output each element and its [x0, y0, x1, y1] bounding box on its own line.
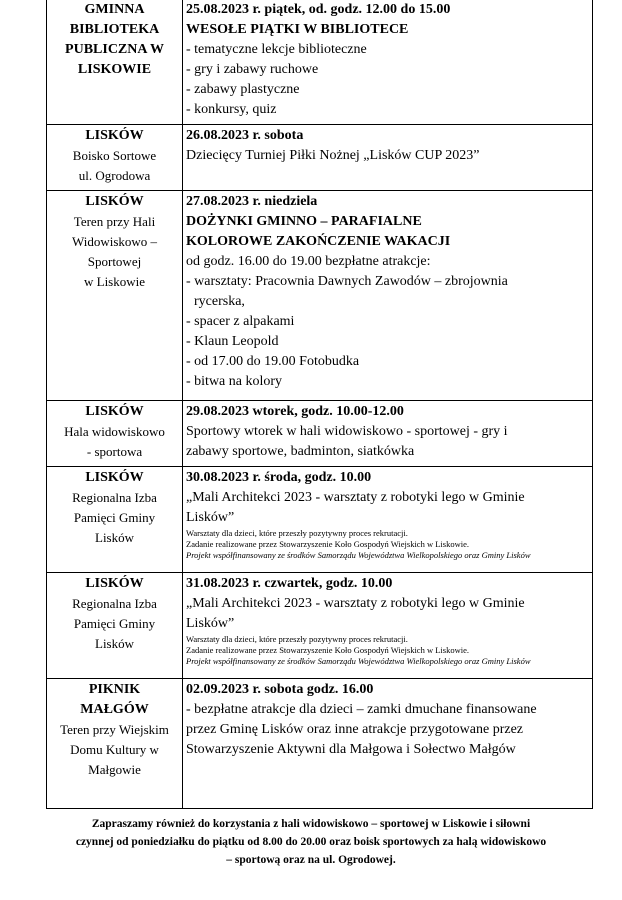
location-description: Hala widowiskowo: [64, 424, 165, 439]
location-description: Pamięci Gminy: [73, 616, 156, 631]
event-detail-line: Zadanie realizowane przez Stowarzyszenie Koło Gospodyń Wiejskich w Liskowie.: [186, 539, 469, 549]
location-description: Sportowej: [87, 254, 142, 269]
location-name: PUBLICZNA W: [65, 42, 164, 57]
schedule-row: [47, 125, 593, 191]
event-heading: 31.08.2023 r. czwartek, godz. 10.00: [186, 576, 393, 591]
location-name: GMINNA: [84, 2, 145, 17]
location-name: LISKÓW: [85, 470, 144, 485]
event-detail-line: Dziecięcy Turniej Piłki Nożnej „Lisków CUP 2023”: [186, 148, 480, 163]
location-name: PIKNIK: [88, 682, 141, 697]
location-description: - sportowa: [86, 444, 143, 459]
event-details-cell: [183, 125, 593, 191]
schedule-row: [47, 401, 593, 467]
event-heading: 27.08.2023 r. niedziela: [186, 194, 318, 209]
location-cell: [47, 125, 183, 191]
event-heading: 26.08.2023 r. sobota: [186, 128, 304, 143]
event-detail-line: - warsztaty: Pracownia Dawnych Zawodów – zbrojownia: [186, 274, 508, 289]
event-heading: 25.08.2023 r. piątek, od. godz. 12.00 do 15.00: [186, 2, 451, 17]
event-heading: KOLOROWE ZAKOŃCZENIE WAKACJI: [186, 234, 451, 249]
event-heading: WESOŁE PIĄTKI W BIBLIOTECE: [186, 22, 409, 37]
location-description: ul. Ogrodowa: [78, 168, 151, 183]
location-description: Lisków: [95, 636, 134, 651]
location-description: Widowiskowo –: [71, 234, 158, 249]
event-detail-line: - spacer z alpakami: [186, 314, 295, 329]
event-heading: 30.08.2023 r. środa, godz. 10.00: [186, 470, 372, 485]
event-detail-line: Stowarzyszenie Aktywni dla Małgowa i Sołectwo Małgów: [186, 742, 516, 757]
event-detail-line: Warsztaty dla dzieci, które przeszły pozytywny proces rekrutacji.: [186, 528, 408, 538]
event-details-cell: [183, 191, 593, 401]
event-detail-line: „Mali Architekci 2023 - warsztaty z robotyki lego w Gminie: [186, 596, 525, 611]
location-description: Pamięci Gminy: [73, 510, 156, 525]
event-detail-line: Lisków”: [186, 510, 235, 525]
event-detail-line: Lisków”: [186, 616, 235, 631]
event-detail-line: - bezpłatne atrakcje dla dzieci – zamki dmuchane finansowane: [186, 702, 537, 717]
schedule-row: [47, 191, 593, 401]
event-schedule-table: [46, 0, 593, 809]
location-name: LISKÓW: [85, 404, 144, 419]
location-cell: [47, 467, 183, 573]
location-description: Domu Kultury w: [70, 742, 159, 757]
location-name: LISKÓW: [85, 576, 144, 591]
location-name: LISKOWIE: [77, 62, 152, 77]
event-detail-line: Zadanie realizowane przez Stowarzyszenie Koło Gospodyń Wiejskich w Liskowie.: [186, 645, 469, 655]
event-detail-line: - od 17.00 do 19.00 Fotobudka: [186, 354, 360, 369]
event-details-cell: [183, 573, 593, 679]
event-detail-line: - konkursy, quiz: [186, 102, 277, 117]
location-description: Boisko Sortowe: [72, 148, 157, 163]
event-details-cell: [183, 0, 593, 125]
event-detail-line: Projekt współfinansowany ze środków Samorządu Województwa Wielkopolskiego oraz Gminy Lisków: [186, 656, 531, 666]
location-name: LISKÓW: [85, 128, 144, 143]
event-heading: DOŻYNKI GMINNO – PARAFIALNE: [186, 214, 422, 229]
schedule-row: [47, 467, 593, 573]
event-detail-line: zabawy sportowe, badminton, siatkówka: [186, 444, 415, 459]
location-description: Teren przy Wiejskim: [60, 722, 169, 737]
location-description: w Liskowie: [83, 274, 146, 289]
event-detail-line: - bitwa na kolory: [186, 374, 283, 389]
event-details-cell: [183, 401, 593, 467]
footer-note: [56, 815, 566, 869]
location-cell: [47, 0, 183, 125]
event-detail-line: - zabawy plastyczne: [186, 82, 300, 97]
location-name: BIBLIOTEKA: [69, 22, 160, 37]
location-cell: [47, 679, 183, 809]
footer-line: Zapraszamy również do korzystania z hali widowiskowo – sportowej w Liskowie i siłowni: [91, 818, 531, 830]
location-description: Lisków: [95, 530, 134, 545]
schedule-row: [47, 573, 593, 679]
location-description: Teren przy Hali: [73, 214, 156, 229]
event-detail-line: - gry i zabawy ruchowe: [186, 62, 319, 77]
location-name: LISKÓW: [85, 194, 144, 209]
event-detail-line: Warsztaty dla dzieci, które przeszły pozytywny proces rekrutacji.: [186, 634, 408, 644]
event-detail-line: przez Gminę Lisków oraz inne atrakcje przygotowane przez: [186, 722, 524, 737]
location-cell: [47, 573, 183, 679]
event-details-cell: [183, 467, 593, 573]
event-detail-line: „Mali Architekci 2023 - warsztaty z robotyki lego w Gminie: [186, 490, 525, 505]
location-description: Małgowie: [88, 762, 141, 777]
location-description: Regionalna Izba: [72, 490, 157, 505]
location-cell: [47, 401, 183, 467]
location-cell: [47, 191, 183, 401]
footer-line: – sportową oraz na ul. Ogrodowej.: [226, 854, 396, 866]
location-description: Regionalna Izba: [72, 596, 157, 611]
event-detail-line: Sportowy wtorek w hali widowiskowo - sportowej - gry i: [186, 424, 508, 439]
location-name: MAŁGÓW: [80, 702, 149, 717]
event-details-cell: [183, 679, 593, 809]
event-heading: 29.08.2023 wtorek, godz. 10.00-12.00: [186, 404, 404, 419]
event-detail-line: Projekt współfinansowany ze środków Samorządu Województwa Wielkopolskiego oraz Gminy Lisków: [186, 550, 531, 560]
footer-line: czynnej od poniedziałku do piątku od 8.00 do 20.00 oraz boisk sportowych za halą widowiskowo: [75, 836, 547, 848]
event-detail-line: rycerska,: [194, 294, 245, 309]
event-heading: 02.09.2023 r. sobota godz. 16.00: [186, 682, 374, 697]
event-detail-line: od godz. 16.00 do 19.00 bezpłatne atrakcje:: [186, 254, 431, 269]
schedule-row: [47, 679, 593, 809]
event-detail-line: - tematyczne lekcje biblioteczne: [186, 42, 367, 57]
event-detail-line: - Klaun Leopold: [186, 334, 279, 349]
schedule-body: [47, 0, 593, 809]
schedule-row: [47, 0, 593, 125]
